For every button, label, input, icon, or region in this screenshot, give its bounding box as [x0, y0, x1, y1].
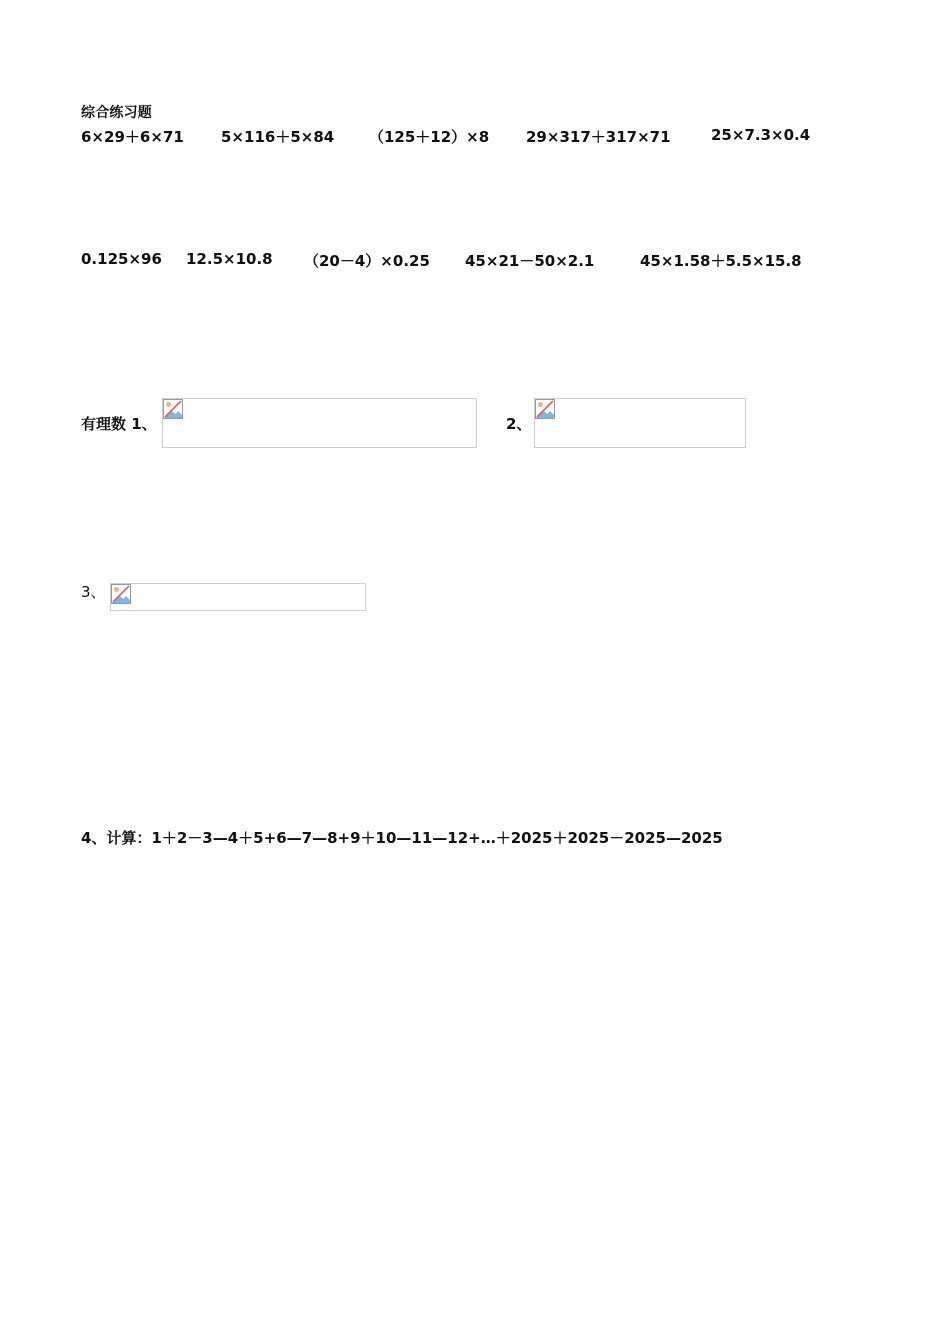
question-4: 4、计算：1＋2－3—4＋5+6—7—8+9＋10—11—12+…＋2025＋2025－2025—2025: [81, 829, 723, 847]
expression-item: 5×116＋5×84: [221, 128, 335, 146]
expression-item: （125＋12）×8: [369, 128, 490, 146]
expression-item: 45×21－50×2.1: [465, 252, 595, 270]
question-2-label: 2、: [506, 415, 532, 433]
page-title: 综合练习题: [81, 105, 152, 121]
broken-image-icon: [163, 399, 183, 419]
broken-image-icon: [535, 399, 555, 419]
expression-item: 0.125×96: [81, 250, 162, 268]
expression-item: 6×29＋6×71: [81, 128, 184, 146]
broken-image-icon: [111, 584, 131, 604]
question-1-label: 有理数 1、: [81, 415, 157, 433]
expression-item: 25×7.3×0.4: [711, 126, 811, 144]
expression-item: （20－4）×0.25: [304, 252, 430, 270]
expression-item: 45×1.58＋5.5×15.8: [640, 252, 802, 270]
question-2-image: [534, 398, 746, 448]
question-3-label: 3、: [81, 583, 106, 601]
question-1-image: [162, 398, 477, 448]
question-3-image: [110, 583, 366, 611]
expression-item: 12.5×10.8: [186, 250, 273, 268]
expression-item: 29×317＋317×71: [526, 128, 671, 146]
